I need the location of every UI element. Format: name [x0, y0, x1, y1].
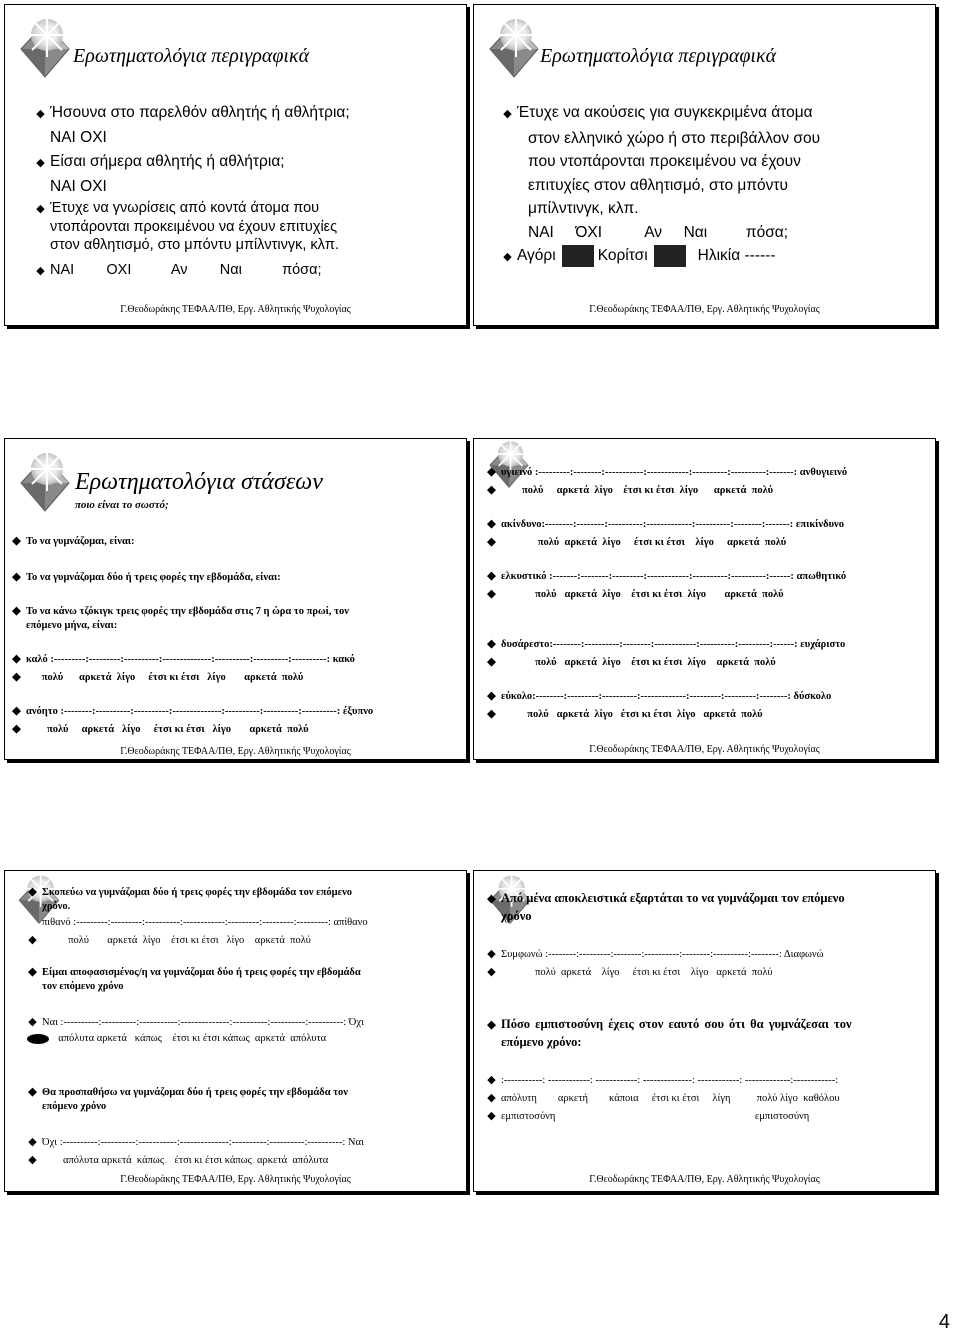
slide-footer: Γ.Θεοδωράκης ΤΕΦΑΑ/ΠΘ, Εργ. Αθλητικής Ψυχολογίας: [589, 744, 820, 755]
question-line: ◆ Σκοπεύω να γυμνάζομαι δύο ή τρεις φορές την εβδομάδα τον επόμενο: [28, 886, 353, 898]
question-line: στον ελληνικό χώρο ή στο περιβάλλον σου: [528, 129, 821, 147]
diamond-bullet-icon: ◆: [487, 484, 496, 496]
slide-2: [473, 4, 936, 326]
checkbox-boy[interactable]: [562, 245, 594, 267]
diamond-bullet-icon: ◆: [487, 1110, 496, 1122]
diamond-bullet-icon: ◆: [487, 708, 496, 720]
question-line: ◆ Είσαι σήμερα αθλητής ή αθλήτρια;: [35, 150, 350, 175]
scale-line: ◆ υγιεινό :---------:--------:-----------:------------:----------:----------:-------: ανθυγιεινό: [487, 466, 848, 478]
question-line: ◆ Το να γυμνάζομαι δύο ή τρεις φορές την εβδομάδα, είναι:: [12, 571, 281, 583]
slide-title: Ερωτηματολόγια περιγραφικά: [540, 45, 777, 67]
scale-labels: ◆ πολύ αρκετά λίγο έτσι κι έτσι λίγο αρκετά πολύ: [487, 484, 774, 496]
diamond-bullet-icon: ◆: [487, 570, 496, 582]
scale-labels: ◆ απόλυτη αρκετή κάποια έτσι κι έτσι λίγη πολύ λίγο καθόλου: [487, 1092, 840, 1104]
scale-line: ◆ ελκυστικό :-------:--------:---------:------------:----------:----------:------: απωθητικό: [487, 570, 847, 582]
scale-line: ◆ :-----------: ------------: ------------: --------------: ------------: -------------:------------:: [487, 1074, 839, 1086]
slide-title: Ερωτηματολόγια στάσεων: [75, 469, 323, 495]
scale-labels: ◆ εμπιστοσύνη εμπιστοσύνη: [487, 1110, 810, 1122]
diamond-bullet-icon: ◆: [503, 108, 512, 120]
diamond-bullet-icon: ◆: [487, 656, 496, 668]
question-line: στον αθλητισμό, στο μπόντυ μπίλντινγκ, κλπ.: [50, 237, 339, 253]
oval-bullet-icon: [27, 1034, 49, 1044]
slide-4: [473, 438, 936, 760]
scale-labels: ◆ πολύ αρκετά λίγο έτσι κι έτσι λίγο αρκετά πολύ: [487, 708, 763, 720]
diamond-bullet-icon: ◆: [487, 588, 496, 600]
scale-labels: ◆ πολύ αρκετά λίγο έτσι κι έτσι λίγο αρκετά πολύ: [28, 934, 311, 946]
diamond-bullet-icon: ◆: [28, 886, 37, 898]
scale-labels: ◆ απόλυτα αρκετά κάπως έτσι κι έτσι κάπως αρκετά απόλυτα: [28, 1154, 329, 1166]
slide-1: [4, 4, 467, 326]
question-line: επιτυχίες στον αθλητισμό, στο μπόντυ: [528, 176, 789, 194]
sparkle-diamond-logo: [11, 443, 79, 515]
diamond-bullet-icon: ◆: [28, 966, 37, 978]
question-line: ντοπάρονται προκειμένου να έχουν επιτυχίες: [50, 219, 338, 235]
slide-3: [4, 438, 467, 760]
diamond-bullet-icon: ◆: [36, 108, 45, 120]
diamond-bullet-icon: ◆: [12, 605, 21, 617]
diamond-bullet-icon: ◆: [36, 157, 45, 169]
slide-footer: Γ.Θεοδωράκης ΤΕΦΑΑ/ΠΘ, Εργ. Αθλητικής Ψυχολογίας: [589, 304, 820, 315]
scale-line: ◆ εύκολο:--------:---------:----------:-------------:---------:---------:--------: δύσκολο: [487, 690, 832, 702]
slide-6: [473, 870, 936, 1192]
diamond-bullet-icon: ◆: [28, 1154, 37, 1166]
answer-line: ΝΑΙ ΌΧΙ Αν Ναι πόσα;: [528, 223, 789, 241]
diamond-bullet-icon: ◆: [487, 638, 496, 650]
diamond-bullet-icon: ◆: [12, 535, 21, 547]
question-line: ◆ Το να κάνω τζόκιγκ τρεις φορές την εβδομάδα στις 7 η ώρα το πρωί, τον: [12, 605, 349, 617]
diamond-bullet-icon: ◆: [487, 1019, 496, 1031]
answer-line: ΝΑΙ ΟΧΙ: [50, 178, 107, 195]
sparkle-diamond-logo: [480, 9, 548, 81]
diamond-bullet-icon: ◆: [487, 966, 496, 978]
question-line: ◆ Είμαι αποφασισμένος/η να γυμνάζομαι δύο ή τρεις φορές την εβδομάδα: [28, 966, 361, 978]
diamond-bullet-icon: ◆: [28, 1016, 37, 1028]
question-line: που ντοπάρονται προκειμένου να έχουν: [528, 153, 801, 170]
slide-footer: Γ.Θεοδωράκης ΤΕΦΑΑ/ΠΘ, Εργ. Αθλητικής Ψυχολογίας: [120, 1174, 351, 1185]
sparkle-diamond-logo: [11, 9, 79, 81]
diamond-bullet-icon: ◆: [36, 265, 45, 277]
slide-footer: Γ.Θεοδωράκης ΤΕΦΑΑ/ΠΘ, Εργ. Αθλητικής Ψυχολογίας: [120, 304, 351, 315]
question-line: ◆ Θα προσπαθήσω να γυμνάζομαι δύο ή τρεις φορές την εβδομάδα τον: [28, 1086, 348, 1098]
answer-line: ◆ ΝΑΙ ΟΧΙ Αν Ναι πόσα;: [35, 258, 350, 283]
checkbox-girl[interactable]: [654, 245, 686, 267]
scale-labels: ◆ πολύ αρκετά λίγο έτσι κι έτσι λίγο αρκετά πολύ: [487, 588, 784, 600]
scale-line: ◆ ακίνδυνο:--------:--------:----------:-------------:----------:--------:-------: επικίνδυνο: [487, 518, 844, 530]
slide-footer: Γ.Θεοδωράκης ΤΕΦΑΑ/ΠΘ, Εργ. Αθλητικής Ψυχολογίας: [589, 1174, 820, 1185]
question-line: μπίλντινγκ, κλπ.: [528, 200, 639, 217]
answer-line: ΝΑΙ ΟΧΙ: [50, 129, 107, 146]
scale-line: ◆ ανόητο :--------:----------:----------:--------------:----------:----------:----------: έξυπνο: [12, 705, 374, 717]
question-line: ◆ Το να γυμνάζομαι, είναι:: [12, 535, 135, 547]
slide-footer: Γ.Θεοδωράκης ΤΕΦΑΑ/ΠΘ, Εργ. Αθλητικής Ψυχολογίας: [120, 746, 351, 757]
slide-5: [4, 870, 467, 1192]
diamond-bullet-icon: ◆: [487, 948, 496, 960]
question-line: ◆ Έτυχε να ακούσεις για συγκεκριμένα άτομα: [502, 101, 820, 127]
diamond-bullet-icon: ◆: [487, 690, 496, 702]
diamond-bullet-icon: ◆: [36, 203, 45, 215]
diamond-bullet-icon: ◆: [12, 571, 21, 583]
slide-title: Ερωτηματολόγια περιγραφικά: [73, 45, 310, 67]
diamond-bullet-icon: ◆: [503, 251, 512, 263]
diamond-bullet-icon: ◆: [12, 671, 21, 683]
diamond-bullet-icon: ◆: [28, 1136, 37, 1148]
question-line: χρόνο: [501, 909, 532, 923]
scale-labels: ◆ πολύ αρκετά λίγο έτσι κι έτσι λίγο αρκετά πολύ: [487, 656, 776, 668]
scale-labels: απόλυτα αρκετά κάπως έτσι κι έτσι κάπως αρκετά απόλυτα: [27, 1033, 326, 1044]
scale-labels: ◆ πολύ αρκετά λίγο έτσι κι έτσι λίγο αρκετά πολύ: [12, 671, 304, 683]
scale-line: πιθανό :---------:---------:----------:------------:---------:---------:---------: απίθανο: [42, 917, 368, 928]
diamond-bullet-icon: ◆: [487, 466, 496, 478]
question-line: ◆ Έτυχε να γνωρίσεις από κοντά άτομα που: [36, 200, 320, 216]
scale-line: ◆ Συμφωνώ :--------:---------:--------:----------:--------:----------:--------: Διαφωνώ: [487, 948, 824, 960]
diamond-bullet-icon: ◆: [12, 705, 21, 717]
question-line: χρόνο.: [42, 901, 71, 912]
slide-subtitle: ποιο είναι το σωστό;: [75, 499, 169, 511]
question-line: ◆ Πόσο εμπιστοσύνη έχεις στον εαυτό σου ότι θα γυμνάζεσαι τον: [487, 1017, 852, 1031]
diamond-bullet-icon: ◆: [28, 1086, 37, 1098]
scale-line: ◆ Όχι :----------:----------:-----------:--------------:----------:----------:----------: Ναι: [28, 1136, 364, 1148]
demographics-line: ◆ Αγόρι Κορίτσι Ηλικία ------: [502, 244, 820, 270]
question-line: επόμενο χρόνο:: [501, 1035, 582, 1049]
diamond-bullet-icon: ◆: [487, 536, 496, 548]
scale-line: ◆ δυσάρεστο:--------:----------:--------:------------:----------:---------:------: ευχάριστο: [487, 638, 846, 650]
diamond-bullet-icon: ◆: [487, 518, 496, 530]
question-line: ◆ Ήσουνα στο παρελθόν αθλητής ή αθλήτρια;: [35, 101, 350, 126]
diamond-bullet-icon: ◆: [28, 934, 37, 946]
scale-line: ◆ Ναι :----------:----------:-----------:--------------:----------:----------:----------: Όχι: [28, 1016, 364, 1028]
question-line: ◆ Από μένα αποκλειστικά εξαρτάται το να γυμνάζομαι τον επόμενο: [487, 891, 845, 905]
scale-labels: ◆ πολύ αρκετά λίγο έτσι κι έτσι λίγο αρκετά πολύ: [12, 723, 309, 735]
question-line: επόμενο χρόνο: [42, 1101, 107, 1112]
diamond-bullet-icon: ◆: [12, 723, 21, 735]
question-line: επόμενο μήνα, είναι:: [26, 620, 118, 631]
diamond-bullet-icon: ◆: [12, 653, 21, 665]
page-number: 4: [938, 1311, 950, 1333]
scale-line: ◆ καλό :---------:---------:----------:--------------:----------:----------:----------: κακό: [12, 653, 355, 665]
diamond-bullet-icon: ◆: [487, 1074, 496, 1086]
question-line: τον επόμενο χρόνο: [42, 981, 124, 992]
scale-labels: ◆ πολύ αρκετά λίγο έτσι κι έτσι λίγο αρκετά πολύ: [487, 966, 773, 978]
scale-labels: ◆ πολύ αρκετά λίγο έτσι κι έτσι λίγο αρκετά πολύ: [487, 536, 787, 548]
diamond-bullet-icon: ◆: [487, 893, 496, 905]
diamond-bullet-icon: ◆: [487, 1092, 496, 1104]
